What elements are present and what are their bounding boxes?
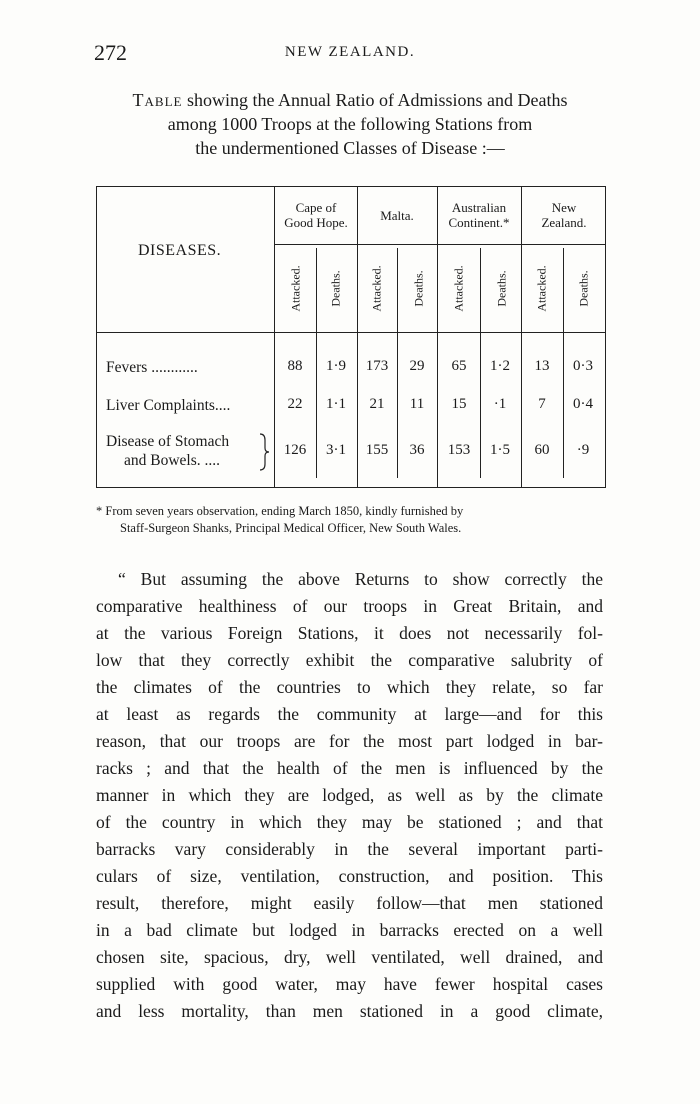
station-cape [276,200,356,230]
sub-attacked-cape: Attacked. [288,265,303,312]
cell: 13 [534,358,550,374]
footnote-line-1: * From seven years observation, ending March 1850, kindly furnished by [96,504,464,518]
body-line: low that they correctly exhibit the comparative salubrity of [96,650,603,670]
station-cape-line1: Cape of [295,200,337,215]
cell: 3·1 [326,442,346,458]
body-line: the climates of the countries to which they relate, so far [96,677,603,697]
caption-lead: Table [132,90,183,110]
disease-table [96,186,606,488]
sub-deaths-malta: Deaths. [411,270,426,307]
station-australia-line2: Continent.* [448,215,510,230]
footnote-line-2: Staff-Surgeon Shanks, Principal Medical Officer, New South Wales. [120,521,462,535]
sub-deaths-australia: Deaths. [494,270,509,307]
caption-line-3: the undermentioned Classes of Disease :— [195,138,505,158]
label-divider [274,186,275,488]
station-australia-line1: Australian [451,200,507,215]
station-divider-3 [521,186,522,488]
caption-line-2: among 1000 Troops at the following Stations from [167,114,533,134]
station-header-rule [274,244,606,245]
cell: 1·2 [490,358,510,374]
table-top-rule [96,186,606,187]
table-right-rule [605,186,606,488]
sub-attacked-nz: Attacked. [534,265,549,312]
body-line: in a bad climate but lodged in barracks erected on a well [96,920,603,940]
body-line: “ But assuming the above Returns to show correctly the [118,569,603,589]
cell: 155 [365,442,389,458]
row-label-stomach-line1: Disease of Stomach [106,433,230,450]
station-malta [358,208,436,223]
cell: 173 [365,358,389,374]
station-cape-line2: Good Hope. [284,215,348,230]
body-line: of the country in which they may be stationed ; and that [96,812,603,832]
cell: 36 [409,442,425,458]
station-nz-line1: New [551,200,577,215]
cell: 21 [369,396,385,412]
body-line: reason, that our troops are for the most part lodged in bar- [96,731,603,751]
station-divider-2 [437,186,438,488]
table-bottom-rule [96,487,606,488]
body-line: result, therefore, might easily follow—that men stationed [96,893,603,913]
sub-attacked-malta: Attacked. [369,265,384,312]
body-line: and less mortality, than men stationed in a good climate, [96,1001,603,1021]
body-line: at least as regards the community at large—and for this [96,704,603,724]
sub-deaths-nz: Deaths. [576,270,591,307]
station-nz-line2: Zealand. [541,215,587,230]
body-line: racks ; and that the health of the men is influenced by the [96,758,603,778]
body-paragraph [96,566,603,1025]
body-line: supplied with good water, may have fewer hospital cases [96,974,603,994]
cell: 65 [451,358,467,374]
table-caption [90,88,610,160]
cell: 153 [447,442,471,458]
page-number: 272 [94,40,127,65]
cell: 88 [287,358,303,374]
body-line: at the various Foreign Stations, it does not necessarily fol- [96,623,603,643]
sub-attacked-australia: Attacked. [451,265,466,312]
row-label-fevers: Fevers ............ [106,359,198,376]
running-title: NEW ZEALAND. [284,44,416,60]
station-australia [438,200,520,230]
cell: 29 [409,358,425,374]
body-line: comparative healthiness of our troops in Great Britain, and [96,596,603,616]
cell: 0·3 [573,358,593,374]
header-bottom-rule [96,332,606,333]
footnote [96,503,616,537]
cell: 126 [283,442,307,458]
table-left-rule [96,186,97,488]
cell: ·1 [493,396,507,412]
station-new-zealand [522,200,606,230]
body-line: manner in which they are lodged, as well as by the climate [96,785,603,805]
cell: ·9 [576,442,590,458]
row-label-stomach [106,432,229,470]
row-label-liver: Liver Complaints.... [106,397,231,414]
cell: 7 [538,396,546,412]
station-malta-line1: Malta. [380,208,414,223]
row-label-stomach-line2: and Bowels. .... [124,452,221,469]
cell: 1·1 [326,396,346,412]
cell: 1·5 [490,442,510,458]
cell: 22 [287,396,303,412]
sub-deaths-cape: Deaths. [328,270,343,307]
caption-line-1: showing the Annual Ratio of Admissions and Deaths [182,90,568,110]
body-line: culars of size, ventilation, construction, and position. This [96,866,603,886]
cell: 1·9 [326,358,346,374]
stomach-brace-icon [258,432,270,472]
body-line: barracks vary considerably in the several important parti- [96,839,603,859]
cell: 15 [451,396,467,412]
body-line: chosen site, spacious, dry, well ventilated, well drained, and [96,947,603,967]
cell: 60 [534,442,550,458]
diseases-header: DISEASES. [138,242,222,259]
cell: 0·4 [573,396,593,412]
cell: 11 [409,396,425,412]
